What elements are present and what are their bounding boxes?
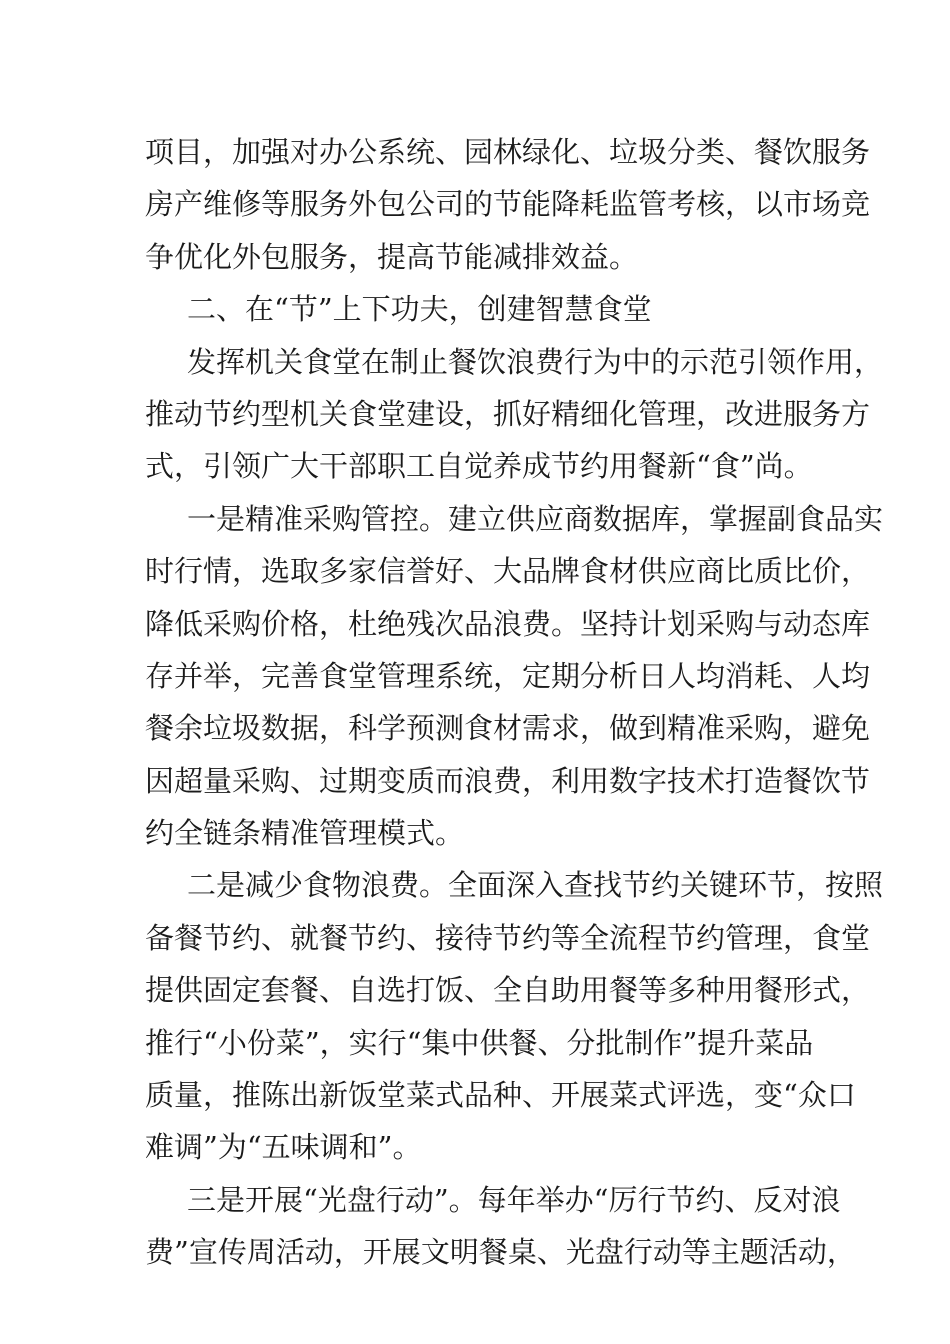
paragraph-intro — [145, 336, 884, 493]
paragraph-point-2 — [145, 859, 884, 1173]
text-line: 一是精准采购管控。建立供应商数据库，掌握副食品实 — [187, 501, 884, 536]
heading-line: 二、在“节”上下功夫，创建智慧食堂 — [187, 292, 652, 327]
paragraph-continuation — [145, 126, 871, 283]
text-line: 难调”为“五味调和”。 — [145, 1130, 422, 1165]
text-line: 房产维修等服务外包公司的节能降耗监管考核，以市场竞 — [145, 187, 871, 222]
section-heading — [145, 283, 810, 335]
body-text — [145, 126, 884, 1279]
text-line: 争优化外包服务，提高节能减排效益。 — [145, 239, 639, 274]
text-line: 项目，加强对办公系统、园林绿化、垃圾分类、餐饮服务 — [145, 135, 871, 169]
paragraph-point-1 — [145, 493, 884, 860]
text-line: 提供固定套餐、自选打饭、全自助用餐等多种用餐形式， — [145, 973, 871, 1008]
text-line: 降低采购价格，杜绝残次品浪费。坚持计划采购与动态库 — [145, 606, 871, 641]
text-line: 发挥机关食堂在制止餐饮浪费行为中的示范引领作用， — [187, 344, 884, 379]
text-line: 费”宣传周活动，开展文明餐桌、光盘行动等主题活动， — [145, 1235, 856, 1270]
paragraph-point-3 — [145, 1174, 856, 1279]
text-line: 三是开展“光盘行动”。每年举办“厉行节约、反对浪 — [187, 1182, 841, 1217]
text-line: 时行情，选取多家信誉好、大品牌食材供应商比质比价， — [145, 554, 871, 589]
text-line: 存并举，完善食堂管理系统，定期分析日人均消耗、人均 — [145, 658, 871, 693]
text-line: 二是减少食物浪费。全面深入查找节约关键环节，按照 — [187, 868, 884, 903]
text-line: 因超量采购、过期变质而浪费，利用数字技术打造餐饮节 — [145, 763, 871, 798]
text-line: 约全链条精准管理模式。 — [145, 816, 465, 851]
text-line: 推动节约型机关食堂建设，抓好精细化管理，改进服务方 — [145, 396, 871, 431]
text-line: 备餐节约、就餐节约、接待节约等全流程节约管理，食堂 — [145, 920, 871, 955]
text-line: 质量，推陈出新饭堂菜式品种、开展菜式评选，变“众口 — [145, 1078, 856, 1113]
text-line: 式，引领广大干部职工自觉养成节约用餐新“食”尚。 — [145, 449, 813, 484]
text-line: 餐余垃圾数据，科学预测食材需求，做到精准采购，避免 — [145, 711, 871, 746]
text-line: 推行“小份菜”，实行“集中供餐、分批制作”提升菜品 — [145, 1025, 814, 1060]
